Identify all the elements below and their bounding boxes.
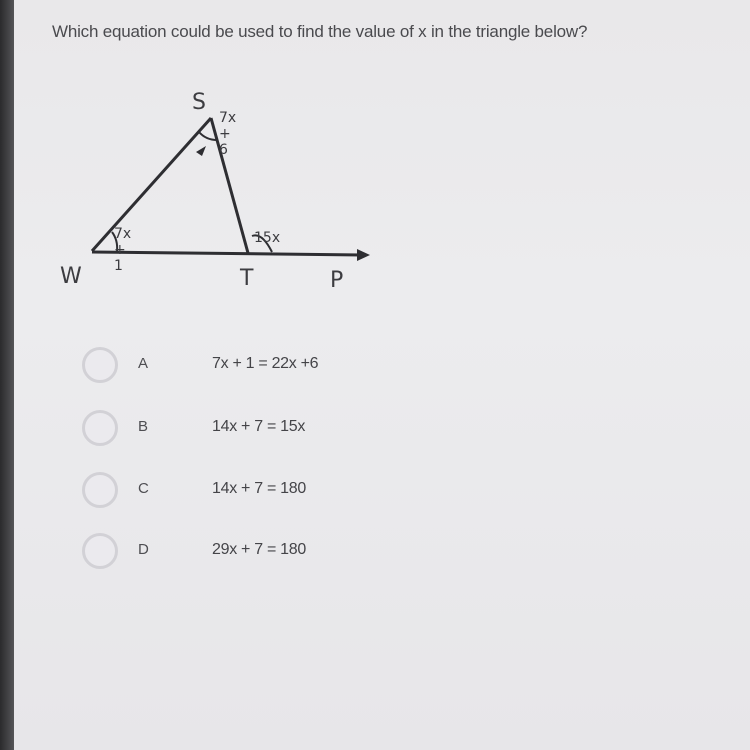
angle-w-label: 7x + 1 [114, 226, 132, 274]
choice-b[interactable] [82, 410, 482, 446]
arc-tick-s [196, 146, 206, 156]
vertex-s-label: S [192, 90, 206, 115]
choice-equation-d: 29x + 7 = 180 [212, 541, 306, 558]
choice-equation-a: 7x + 1 = 22x +6 [212, 355, 319, 372]
vertex-t-label: T [240, 266, 254, 291]
radio-button-c[interactable] [82, 472, 118, 508]
choice-letter-b: B [138, 418, 149, 435]
choice-a[interactable] [82, 347, 482, 383]
vertex-w-label: W [60, 264, 82, 289]
choice-letter-c: C [138, 480, 149, 497]
choice-c[interactable] [82, 472, 482, 508]
ray-arrowhead [357, 249, 370, 261]
radio-button-d[interactable] [82, 533, 118, 569]
side-ws [92, 118, 211, 251]
choice-equation-c: 14x + 7 = 180 [212, 480, 306, 497]
angle-s-label: 7x + 6 [219, 110, 237, 158]
question-text: Which equation could be used to find the value of x in the triangle below? [52, 22, 588, 41]
vertex-p-label: P [330, 268, 344, 293]
quiz-screen [14, 0, 750, 750]
choice-d[interactable] [82, 533, 482, 569]
screen-bezel [0, 0, 14, 750]
choice-equation-b: 14x + 7 = 15x [212, 418, 306, 435]
ray-wp [92, 252, 362, 255]
choice-letter-a: A [138, 355, 149, 372]
choice-letter-d: D [138, 541, 149, 558]
radio-button-b[interactable] [82, 410, 118, 446]
radio-button-a[interactable] [82, 347, 118, 383]
angle-t-label: 15x [254, 230, 281, 246]
